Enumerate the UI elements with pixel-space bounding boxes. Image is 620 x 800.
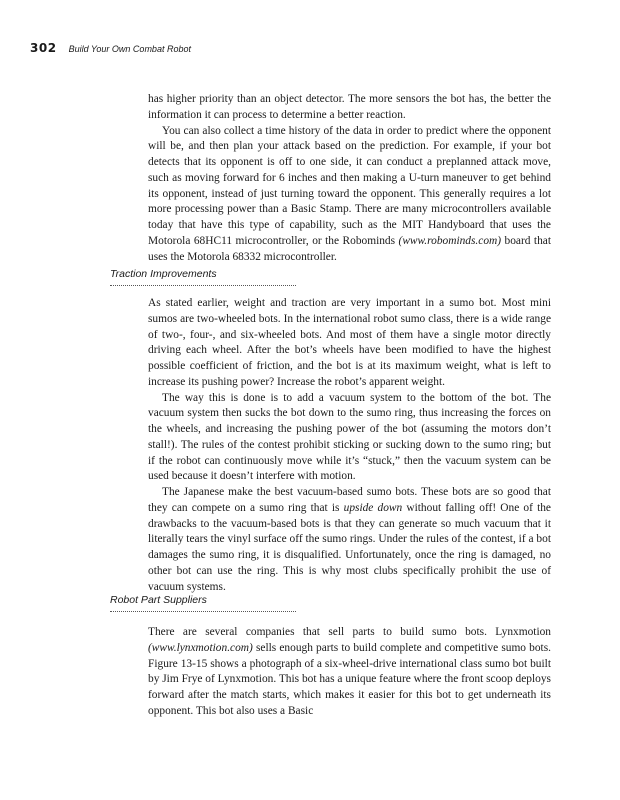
paragraph	[148, 124, 551, 266]
paragraph: As stated earlier, weight and traction are very important in a sumo bot. Most mini sumos are two-wheeled bots. In the international robot sumo class, there is a wide range of two-, four-, and six-wheeled bots. And most of them have a single motor directly driving each wheel. After the bot’s wheels have been modified to have the highest possible coefficient of friction, and the bot is at its maximum weight, what is left to increase its pushing power? Increase the robot’s apparent weight.	[148, 297, 551, 388]
intro-text-block	[148, 92, 551, 265]
paragraph	[148, 625, 551, 720]
robominds-url: (www.robominds.com)	[398, 234, 502, 247]
book-title: Build Your Own Combat Robot	[68, 44, 191, 54]
running-head	[30, 41, 191, 55]
section-rule	[110, 611, 296, 612]
paragraph-text: The Japanese make the best vacuum-based sumo bots. These bots are so good that they can compete on a sumo ring that is	[148, 486, 551, 514]
section-heading-suppliers: Robot Part Suppliers	[110, 594, 207, 606]
traction-text-block	[148, 296, 551, 595]
paragraph-text: You can also collect a time history of the data in order to predict where the opponent will be, and then plan your attack based on the prediction. For example, if your bot detects that its opponent is off to one side, it can conduct a preplanned attack move, such as moving forward for 6 inches and then making a U-turn maneuver to get behind its opponent, instead of just turning toward the opponent. This generally requires a lot more processing power than a Basic Stamp. There are many microcontrollers available today that have this type of capability, such as the MIT Handyboard that uses the Motorola 68HC11 microcontroller, or the Robominds	[148, 124, 551, 247]
paragraph-text: There are several companies that sell parts to build sumo bots. Lynxmotion	[148, 626, 551, 638]
page-number: 302	[30, 41, 57, 55]
suppliers-text-block	[148, 625, 551, 720]
paragraph: The way this is done is to add a vacuum system to the bottom of the bot. The vacuum system then sucks the bot down to the sumo ring, thus increasing the forces on the wheels, and increasing the pushing power of the bot (assuming the motors don’t stall!). The rules of the contest prohibit sticking or sucking down to the sumo ring; but if the robot can continuously move while it’s “stuck,” then the vacuum system can be used because it doesn’t interfere with motion.	[148, 391, 551, 483]
paragraph-text: without falling off! One of the drawbacks to the vacuum-based bots is that they can generate so much vacuum that it literally tears the vinyl surface off the sumo rings. Under the rules of the contest, if a bot damages the sumo ring, it is disqualified. Unfortunately, once the ring is damaged, no other bot can use the ring. This is why most clubs specifically prohibit the use of vacuum systems.	[148, 501, 551, 593]
paragraph-text: sells enough parts to build complete and competitive sumo bots. Figure 13-15 shows a photograph of a six-wheel-drive international class sumo bot built by Jim Frye of Lynxmotion. This bot has a unique feature where the front scoop deploys forward after the match starts, which makes it easier for this bot to get underneath its opponent. This bot also uses a Basic	[148, 641, 551, 717]
lynxmotion-url: (www.lynxmotion.com)	[148, 641, 253, 654]
section-rule	[110, 285, 296, 286]
section-heading-traction: Traction Improvements	[110, 268, 217, 280]
paragraph	[148, 485, 551, 595]
paragraph-text: board that uses the Motorola 68332 microcontroller.	[148, 234, 551, 263]
paragraph: has higher priority than an object detector. The more sensors the bot has, the better the information it can process to determine a better reaction.	[148, 93, 551, 121]
emphasis: upside down	[343, 501, 403, 514]
